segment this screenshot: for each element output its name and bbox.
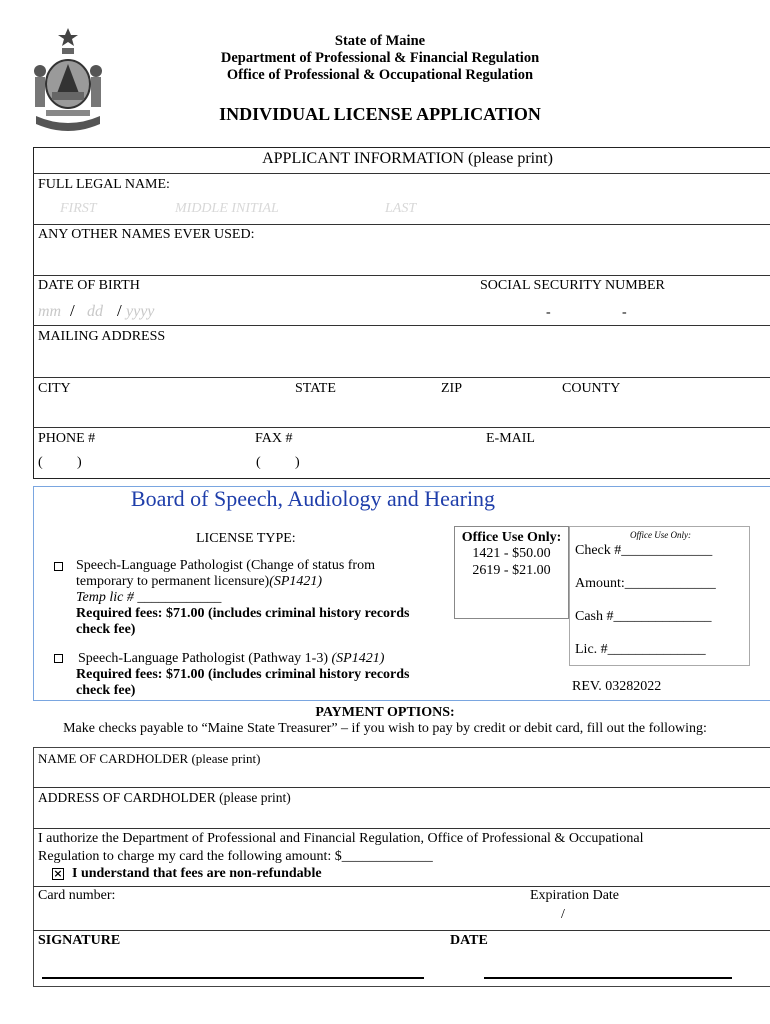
header-office: Office of Professional & Occupational Regulation (226, 67, 534, 83)
option-2-title-text: Speech-Language Pathologist (Pathway 1-3) (78, 651, 332, 666)
nonrefundable-label: I understand that fees are non-refundable (72, 866, 322, 881)
zip-label: ZIP (441, 381, 462, 396)
state-label: STATE (295, 381, 336, 396)
option-2-fees-cont: check fee) (76, 683, 136, 698)
cardholder-name-label: NAME OF CARDHOLDER (please print) (38, 751, 261, 766)
signature-label: SIGNATURE (38, 933, 121, 948)
full-legal-name-label: FULL LEGAL NAME: (38, 177, 170, 192)
option-1-checkbox[interactable] (54, 562, 63, 571)
city-label: CITY (38, 381, 71, 396)
office-use-small-label: Office Use Only: (630, 530, 691, 540)
option-1-title: Speech-Language Pathologist (Change of status from (76, 558, 375, 573)
phone-paren-open: ( (38, 455, 43, 470)
nonrefundable-checkbox-checked[interactable]: × (53, 867, 63, 880)
county-label: COUNTY (562, 381, 621, 396)
applicant-section-title: APPLICANT INFORMATION (please print) (262, 150, 553, 167)
ssn-label: SOCIAL SECURITY NUMBER (480, 278, 665, 293)
first-name-field[interactable]: FIRST (60, 201, 97, 216)
payment-options-title: PAYMENT OPTIONS: (315, 705, 455, 720)
fax-label: FAX # (255, 431, 293, 446)
fax-paren-close: ) (295, 455, 300, 470)
option-1-subtitle-text: temporary to permanent licensure) (76, 574, 270, 589)
fee-2619: 2619 - $21.00 (472, 563, 551, 578)
ssn-dash-1: - (546, 305, 551, 320)
mailing-address-label: MAILING ADDRESS (38, 329, 166, 344)
middle-initial-field[interactable]: MIDDLE INITIAL (175, 201, 279, 216)
dob-slash-1: / (70, 301, 75, 320)
amount-field[interactable]: Amount:_____________ (575, 576, 716, 591)
phone-label: PHONE # (38, 431, 96, 446)
option-2-fees: Required fees: $71.00 (includes criminal history records (76, 667, 410, 682)
option-2-checkbox[interactable] (54, 654, 63, 663)
option-1-code: (SP1421) (269, 574, 323, 589)
phone-paren-close: ) (77, 455, 82, 470)
ssn-dash-2: - (622, 305, 627, 320)
option-2-title (78, 651, 384, 667)
option-2-code: (SP1421) (331, 651, 385, 666)
revision-label: REV. 03282022 (572, 679, 662, 694)
expiration-slash: / (561, 907, 565, 922)
authorize-amount-field[interactable]: Regulation to charge my card the following amount: $_____________ (38, 849, 433, 864)
card-number-label: Card number: (38, 888, 116, 903)
maine-state-seal-icon (32, 26, 104, 136)
check-number-field[interactable]: Check #_____________ (575, 543, 713, 558)
cardholder-address-label: ADDRESS OF CARDHOLDER (please print) (38, 790, 291, 805)
office-use-title: Office Use Only: (461, 530, 562, 545)
dob-month-field[interactable]: mm (38, 303, 62, 320)
option-1-fees-cont: check fee) (76, 622, 136, 637)
dob-day-field[interactable]: dd (87, 303, 103, 320)
cash-number-field[interactable]: Cash #______________ (575, 609, 712, 624)
dob-label: DATE OF BIRTH (38, 278, 140, 293)
payment-instructions: Make checks payable to “Maine State Treasurer” – if you wish to pay by credit or debit card, fill out the following: (63, 721, 707, 736)
last-name-field[interactable]: LAST (385, 201, 417, 216)
dob-slash-2: / (117, 301, 122, 320)
fee-1421: 1421 - $50.00 (472, 546, 551, 561)
fax-paren-open: ( (256, 455, 261, 470)
expiration-label: Expiration Date (530, 888, 620, 903)
date-line[interactable] (484, 977, 732, 979)
email-label: E-MAIL (486, 431, 535, 446)
license-number-field[interactable]: Lic. #______________ (575, 642, 706, 657)
option-1-subtitle (76, 574, 322, 590)
option-1-fees: Required fees: $71.00 (includes criminal history records (76, 606, 410, 621)
form-title: INDIVIDUAL LICENSE APPLICATION (219, 104, 541, 124)
header-state: State of Maine (334, 33, 426, 49)
date-label: DATE (450, 933, 488, 948)
header-department: Department of Professional & Financial Regulation (220, 50, 540, 66)
dob-year-field[interactable]: yyyy (126, 303, 155, 320)
temp-lic-field[interactable]: Temp lic # ____________ (76, 590, 222, 605)
board-title: Board of Speech, Audiology and Hearing (130, 486, 496, 511)
other-names-label: ANY OTHER NAMES EVER USED: (38, 227, 255, 242)
signature-line[interactable] (42, 977, 424, 979)
authorize-text-1: I authorize the Department of Professional and Financial Regulation, Office of Professional & Occupational (38, 831, 644, 846)
license-type-label: LICENSE TYPE: (196, 531, 296, 546)
